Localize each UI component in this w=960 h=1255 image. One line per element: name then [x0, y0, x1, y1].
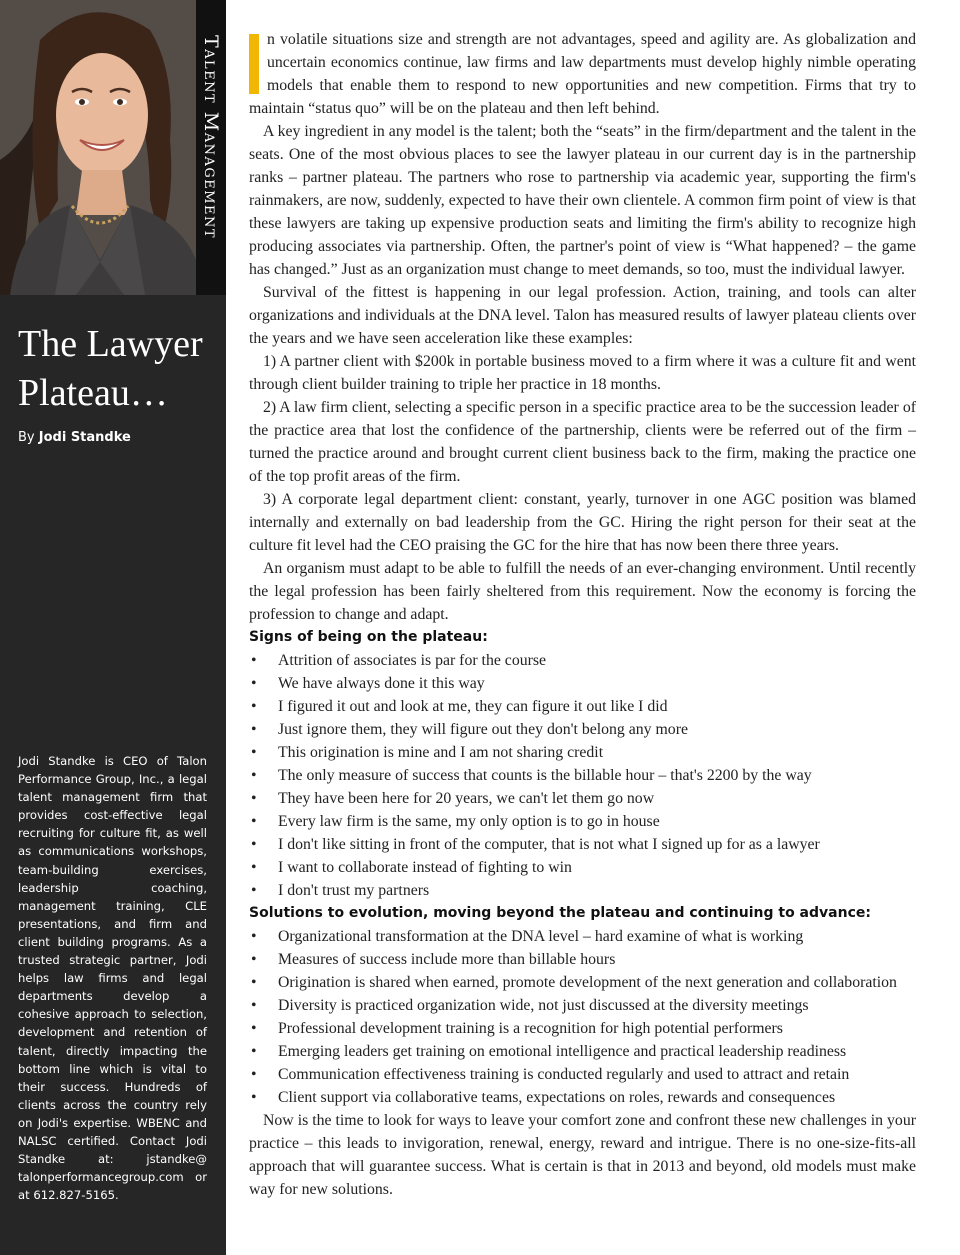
signs-list: [249, 649, 916, 902]
paragraph: A key ingredient in any model is the talent; both the “seats” in the firm/department and the talent in the seats. One of the most obvious places to see the lawyer plateau in our current day is in the partnership ranks – partner plateau. The partners who rose to partnership via academic year, supporting the firm's rainmakers, are now, suddenly, expected to have their own clientele. A common firm point of view is that these lawyers are taking up expensive production seats and limiting the firm's ability to recognize high producing associates via partnership. Often, the partner's point of view is “What happened? – the game has changed.” Just as an organization must change to meet demands, so too, must the individual lawyer.: [249, 123, 916, 278]
paragraph-intro-text: n volatile situations size and strength are not advantages, speed and agility are. As globalization and uncertain economics continue, law firms and law departments must develop highly nimble operating models that enable them to respond to new opportunities and new competition. Firms that try to maintain “status quo” will be on the plateau and then left behind.: [249, 31, 916, 117]
article-body: [249, 28, 916, 1201]
list-item: • Organizational transformation at the DNA level – hard examine of what is working: [249, 925, 916, 948]
author-bio: Jodi Standke is CEO of Talon Performance Group, Inc., a legal talent management firm that provides cost-effective legal recruiting for culture fit, as well as communications workshops, team-building exercises, leadership coaching, management training, CLE presentations, and firm and client building programs. As a trusted strategic partner, Jodi helps law firms and legal departments develop a cohesive approach to selection, development and retention of talent, directly impacting the bottom line which is vital to their success. Hundreds of clients across the country rely on Jodi's expertise. WBENC and NALSC certified. Contact Jodi Standke at: jstandke@ talonperformancegroup.com or at 612.827-5165.: [18, 754, 207, 1203]
paragraph-example-1: 1) A partner client with $200k in portable business moved to a firm where it was a culture fit and went through client builder training to triple her practice in 18 months.: [249, 353, 916, 393]
byline: [18, 430, 131, 445]
author-photo: [0, 0, 196, 295]
article-title: [18, 320, 218, 418]
drop-cap-bar: [249, 34, 259, 94]
list-item: • The only measure of success that counts is the billable hour – that's 2200 by the way: [249, 764, 916, 787]
list-item: • Just ignore them, they will figure out they don't belong any more: [249, 718, 916, 741]
list-item: • Emerging leaders get training on emotional intelligence and practical leadership readiness: [249, 1040, 916, 1063]
list-item: • I figured it out and look at me, they can figure it out like I did: [249, 695, 916, 718]
title-line-2: Plateau…: [18, 372, 168, 414]
paragraph-example-3: 3) A corporate legal department client: constant, yearly, turnover in one AGC position was blamed internally and externally on bad leadership from the GC. Hiring the right person for their seat at the culture fit level had the CEO praising the GC for the hire that has now been there three years.: [249, 491, 916, 554]
author-portrait-illustration: [0, 0, 196, 295]
title-line-1: The Lawyer: [18, 323, 203, 365]
list-item: • This origination is mine and I am not sharing credit: [249, 741, 916, 764]
paragraph: An organism must adapt to be able to fulfill the needs of an ever-changing environment. Until recently the legal profession has been fairly sheltered from this requirement. Now the economy is forcing the profession to change and adapt.: [249, 560, 916, 623]
byline-author: Jodi Standke: [38, 430, 131, 445]
paragraph-closing: Now is the time to look for ways to leave your comfort zone and confront these new challenges in your practice – this leads to invigoration, renewal, energy, reward and intrigue. There is no one-size-fits-all approach that will guarantee success. What is certain is that in 2013 and beyond, old models must make way for new solutions.: [249, 1112, 916, 1198]
signs-heading: Signs of being on the plateau:: [249, 629, 488, 645]
list-item: • Origination is shared when earned, promote development of the next generation and collaboration: [249, 971, 916, 994]
paragraph-intro: [249, 28, 916, 120]
list-item: • I don't trust my partners: [249, 879, 916, 902]
list-item: • Attrition of associates is par for the course: [249, 649, 916, 672]
list-item: • I want to collaborate instead of fighting to win: [249, 856, 916, 879]
paragraph-example-2: 2) A law firm client, selecting a specific person in a specific practice area to be the succession leader of the practice area that lost the confidence of the partnership, clients were be referred out of the firm – turned the practice around and brought current client business back to the firm, making the practice one of the top profit areas of the firm.: [249, 399, 916, 485]
list-item: • Professional development training is a recognition for high potential performers: [249, 1017, 916, 1040]
list-item: • They have been here for 20 years, we can't let them go now: [249, 787, 916, 810]
byline-prefix: By: [18, 430, 35, 445]
paragraph: Survival of the fittest is happening in our legal profession. Action, training, and tools can alter organizations and individuals at the DNA level. Talon has measured results of lawyer plateau clients over the years and we have seen acceleration like these examples:: [249, 284, 916, 347]
list-item: • Every law firm is the same, my only option is to go in house: [249, 810, 916, 833]
solutions-list: [249, 925, 916, 1109]
list-item: • Measures of success include more than billable hours: [249, 948, 916, 971]
list-item: • We have always done it this way: [249, 672, 916, 695]
list-item: • Client support via collaborative teams, expectations on roles, rewards and consequences: [249, 1086, 916, 1109]
solutions-heading: Solutions to evolution, moving beyond the plateau and continuing to advance:: [249, 905, 871, 921]
section-banner: [196, 0, 226, 295]
list-item: • I don't like sitting in front of the computer, that is not what I signed up for as a lawyer: [249, 833, 916, 856]
section-label: Talent Management: [200, 35, 222, 240]
list-item: • Diversity is practiced organization wide, not just discussed at the diversity meetings: [249, 994, 916, 1017]
list-item: • Communication effectiveness training is conducted regularly and used to attract and retain: [249, 1063, 916, 1086]
